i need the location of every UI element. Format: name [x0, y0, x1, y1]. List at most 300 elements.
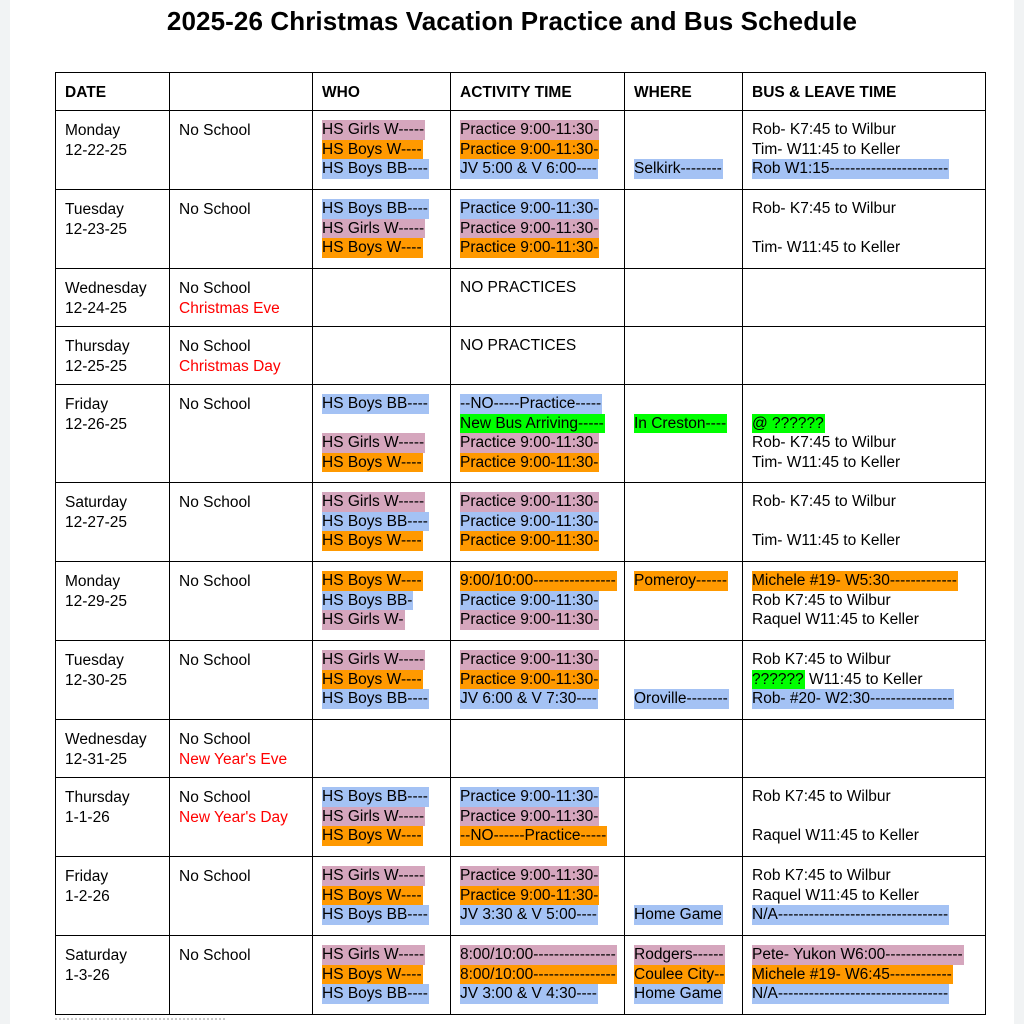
table-row [56, 190, 986, 269]
activity-entry-line [460, 905, 616, 925]
activity-entry-line [460, 826, 616, 846]
bus-entry: N/A--------------------------------- [752, 985, 949, 1003]
team-entry: HS Girls W----- [322, 121, 425, 138]
activity-entry: NO PRACTICES [460, 279, 577, 296]
bus-entry-line [752, 984, 977, 1004]
bus-entry-line [752, 531, 977, 551]
team-entry: HS Girls W----- [322, 946, 425, 963]
schedule-body [56, 111, 986, 1015]
bus-entry-line [752, 905, 977, 925]
activity-entry-line [460, 787, 616, 807]
activity-entry-line [460, 414, 616, 434]
activity-entry: 9:00/10:00---------------- [460, 572, 616, 589]
bus-entry: Rob- K7:45 to Wilbur [752, 121, 896, 138]
team-entry: HS Girls W----- [322, 434, 425, 452]
activity-entry: Practice 9:00-11:30- [460, 886, 599, 904]
team-entry-line [322, 120, 442, 140]
team-entry: HS Boys BB---- [322, 690, 428, 708]
location-entry: Coulee City-- [634, 965, 725, 983]
bus-entry-line [752, 219, 977, 239]
day-name: Wednesday [65, 280, 147, 297]
bus-entry-line [752, 238, 977, 258]
team-entry-line [322, 650, 442, 670]
bus-entry: Pete- Yukon W6:00--------------- [752, 946, 963, 963]
who-cell [313, 936, 451, 1015]
where-cell [625, 778, 743, 857]
day-name: Saturday [65, 947, 128, 964]
where-cell [625, 720, 743, 778]
team-entry-line [322, 219, 442, 239]
bus-entry: Rob- K7:45 to Wilbur [752, 493, 896, 510]
activity-entry-line [460, 336, 616, 356]
note-cell [170, 327, 313, 385]
where-cell [625, 562, 743, 641]
header-activity-time: ACTIVITY TIME [451, 73, 625, 111]
team-entry: HS Girls W- [322, 611, 404, 629]
location-entry-line [634, 965, 734, 985]
table-row [56, 936, 986, 1015]
bus-entry-line [752, 787, 977, 807]
activity-entry-line [460, 965, 616, 985]
team-entry: HS Boys BB---- [322, 788, 428, 805]
activity-entry: Practice 9:00-11:30- [460, 200, 599, 217]
activity-entry-line [460, 140, 616, 160]
bus-entry-line [752, 120, 977, 140]
where-cell [625, 385, 743, 483]
activity-entry-line [460, 945, 616, 965]
location-entry-line [634, 984, 734, 1004]
team-entry-line [322, 965, 442, 985]
bus-entry-line [752, 650, 977, 670]
team-entry: HS Boys W---- [322, 532, 422, 550]
location-entry: Pomeroy------ [634, 572, 727, 589]
team-entry-line [322, 984, 442, 1004]
activity-entry: Practice 9:00-11:30- [460, 807, 599, 825]
who-cell [313, 720, 451, 778]
day-name: Monday [65, 573, 121, 590]
note-cell [170, 778, 313, 857]
team-entry-line [322, 886, 442, 906]
school-status: No School [179, 868, 251, 885]
activity-entry-line [460, 394, 616, 414]
team-entry: HS Boys BB- [322, 591, 413, 609]
location-entry-line [634, 670, 734, 690]
team-entry-line [322, 610, 442, 630]
location-entry: Rodgers------ [634, 946, 724, 963]
team-entry: HS Boys BB---- [322, 985, 428, 1003]
header-date: DATE [56, 73, 170, 111]
activity-entry-line [460, 689, 616, 709]
activity-entry: Practice 9:00-11:30- [460, 788, 599, 805]
bus-entry-line [752, 670, 977, 690]
day-name: Tuesday [65, 652, 124, 669]
bus-entry-line [752, 886, 977, 906]
header-who: WHO [313, 73, 451, 111]
activity-entry: Practice 9:00-11:30- [460, 611, 599, 629]
team-entry-line [322, 512, 442, 532]
note-cell [170, 385, 313, 483]
team-entry: HS Boys W---- [322, 886, 422, 904]
location-entry: Selkirk-------- [634, 160, 722, 178]
activity-entry: Practice 9:00-11:30- [460, 493, 599, 510]
who-cell [313, 857, 451, 936]
team-entry-line [322, 433, 442, 453]
team-entry-line [322, 492, 442, 512]
header-bus-leave-time: BUS & LEAVE TIME [743, 73, 986, 111]
day-name: Friday [65, 868, 109, 885]
activity-entry: NO PRACTICES [460, 337, 577, 354]
school-status: No School [179, 652, 251, 669]
team-entry-line [322, 453, 442, 473]
activity-entry-line [460, 650, 616, 670]
table-header-row [56, 73, 986, 111]
location-entry: Home Game [634, 906, 722, 924]
activity-cell [451, 483, 625, 562]
location-entry-line [634, 905, 734, 925]
team-entry: HS Boys W---- [322, 453, 422, 471]
bus-entry-line [752, 689, 977, 709]
activity-entry: Practice 9:00-11:30- [460, 140, 599, 158]
date-cell [56, 483, 170, 562]
activity-entry: --NO-----Practice----- [460, 395, 602, 412]
bus-entry-line [752, 965, 977, 985]
date-cell [56, 269, 170, 327]
sheet-margin-right [1014, 0, 1024, 1024]
team-entry: HS Boys W---- [322, 140, 422, 158]
activity-cell [451, 111, 625, 190]
bus-entry-line [752, 591, 977, 611]
activity-entry-line [460, 453, 616, 473]
table-row [56, 562, 986, 641]
location-entry-line [634, 394, 734, 414]
who-cell [313, 641, 451, 720]
date-value: 12-22-25 [65, 141, 128, 159]
activity-entry: Practice 9:00-11:30- [460, 670, 599, 688]
activity-cell [451, 857, 625, 936]
location-entry-line [634, 650, 734, 670]
date-cell [56, 936, 170, 1015]
school-status: No School [179, 338, 251, 355]
bus-entry: Raquel W11:45 to Keller [752, 827, 919, 845]
team-entry-line [322, 670, 442, 690]
activity-entry: Practice 9:00-11:30- [460, 239, 599, 257]
date-value: 12-27-25 [65, 513, 128, 531]
school-status: No School [179, 201, 251, 218]
date-value: 12-26-25 [65, 415, 128, 433]
bus-entry: Rob K7:45 to Wilbur [752, 651, 891, 668]
activity-entry: 8:00/10:00---------------- [460, 965, 616, 983]
day-name: Thursday [65, 789, 130, 806]
location-entry-line [634, 120, 734, 140]
activity-entry: JV 3:00 & V 4:30---- [460, 985, 597, 1003]
bus-entry: Tim- W11:45 to Keller [752, 239, 901, 257]
team-entry: HS Boys W---- [322, 239, 422, 257]
bus-entry: Tim- W11:45 to Keller [752, 532, 901, 550]
bus-entry: Tim- W11:45 to Keller [752, 140, 901, 158]
activity-entry-line [460, 199, 616, 219]
team-entry: HS Boys W---- [322, 965, 422, 983]
bus-entry: Tim- W11:45 to Keller [752, 453, 901, 471]
team-entry-line [322, 591, 442, 611]
bus-entry-suffix: W11:45 to Keller [804, 670, 923, 688]
sheet-margin-left [0, 0, 10, 1024]
holiday-label: New Year's Eve [179, 750, 288, 768]
school-status: No School [179, 573, 251, 590]
activity-entry-line [460, 238, 616, 258]
date-value: 12-30-25 [65, 671, 128, 689]
location-entry: In Creston---- [634, 414, 727, 432]
bus-entry-line [752, 140, 977, 160]
bus-entry: Michele #19- W6:45------------ [752, 965, 952, 983]
location-entry-line [634, 945, 734, 965]
note-cell [170, 720, 313, 778]
activity-entry-line [460, 886, 616, 906]
date-cell [56, 641, 170, 720]
bus-entry-line [752, 394, 977, 414]
activity-entry: Practice 9:00-11:30- [460, 512, 599, 530]
table-row [56, 641, 986, 720]
activity-entry: Practice 9:00-11:30- [460, 121, 599, 138]
location-entry-line [634, 689, 734, 709]
location-entry: Home Game [634, 985, 722, 1003]
bus-entry: ?????? [752, 670, 804, 688]
holiday-label: Christmas Eve [179, 299, 280, 317]
bus-entry: Rob- #20- W2:30---------------- [752, 690, 953, 708]
team-entry-line [322, 866, 442, 886]
location-entry-line [634, 140, 734, 160]
team-entry-line [322, 945, 442, 965]
where-cell [625, 483, 743, 562]
activity-entry-line [460, 984, 616, 1004]
activity-cell [451, 641, 625, 720]
holiday-label: New Year's Day [179, 808, 288, 826]
location-entry: Oroville-------- [634, 690, 728, 708]
where-cell [625, 111, 743, 190]
date-cell [56, 562, 170, 641]
school-status: No School [179, 494, 251, 511]
bus-entry: Rob- K7:45 to Wilbur [752, 200, 896, 217]
note-cell [170, 936, 313, 1015]
bus-entry-line [752, 610, 977, 630]
bus-cell [743, 269, 986, 327]
team-entry: HS Boys BB---- [322, 200, 428, 217]
table-row [56, 720, 986, 778]
who-cell [313, 327, 451, 385]
bus-entry: Raquel W11:45 to Keller [752, 611, 919, 629]
bus-entry: Rob K7:45 to Wilbur [752, 788, 891, 805]
holiday-label: Christmas Day [179, 357, 281, 375]
who-cell [313, 190, 451, 269]
date-value: 1-2-26 [65, 887, 110, 905]
team-entry: HS Boys BB---- [322, 906, 428, 924]
team-entry: HS Girls W----- [322, 651, 425, 668]
table-row [56, 483, 986, 562]
activity-entry-line [460, 219, 616, 239]
bus-entry-line [752, 807, 977, 827]
table-row [56, 327, 986, 385]
team-entry: HS Girls W----- [322, 493, 425, 510]
where-cell [625, 936, 743, 1015]
table-row [56, 857, 986, 936]
bus-entry-line [752, 414, 977, 434]
team-entry: HS Boys BB---- [322, 160, 428, 178]
date-cell [56, 778, 170, 857]
date-cell [56, 720, 170, 778]
date-cell [56, 385, 170, 483]
bus-entry-line [752, 866, 977, 886]
page-break-indicator [55, 1018, 225, 1023]
team-entry-line [322, 199, 442, 219]
activity-entry: 8:00/10:00---------------- [460, 946, 616, 963]
date-value: 12-29-25 [65, 592, 128, 610]
activity-entry: New Bus Arriving----- [460, 414, 604, 432]
bus-cell [743, 641, 986, 720]
bus-entry: Rob K7:45 to Wilbur [752, 591, 891, 609]
location-entry-line [634, 886, 734, 906]
activity-cell [451, 190, 625, 269]
activity-entry-line [460, 807, 616, 827]
bus-entry-line [752, 433, 977, 453]
bus-entry-line [752, 159, 977, 179]
activity-entry: Practice 9:00-11:30- [460, 591, 599, 609]
team-entry-line [322, 238, 442, 258]
activity-entry-line [460, 433, 616, 453]
note-cell [170, 857, 313, 936]
bus-entry-line [752, 945, 977, 965]
where-cell [625, 327, 743, 385]
page-title: 2025-26 Christmas Vacation Practice and Bus Schedule [166, 6, 858, 36]
date-cell [56, 327, 170, 385]
activity-entry-line [460, 120, 616, 140]
bus-entry-line [752, 453, 977, 473]
team-entry-line [322, 140, 442, 160]
note-cell [170, 483, 313, 562]
header-where: WHERE [625, 73, 743, 111]
bus-entry: Rob K7:45 to Wilbur [752, 867, 891, 884]
who-cell [313, 385, 451, 483]
bus-cell [743, 111, 986, 190]
who-cell [313, 111, 451, 190]
day-name: Wednesday [65, 731, 147, 748]
team-entry: HS Boys W---- [322, 827, 422, 845]
team-entry-line [322, 787, 442, 807]
activity-entry-line [460, 591, 616, 611]
date-value: 12-31-25 [65, 750, 128, 768]
activity-entry-line [460, 278, 616, 298]
note-cell [170, 190, 313, 269]
date-value: 1-1-26 [65, 808, 110, 826]
team-entry-line [322, 531, 442, 551]
activity-entry: Practice 9:00-11:30- [460, 867, 599, 884]
bus-entry-line [752, 199, 977, 219]
bus-cell [743, 936, 986, 1015]
activity-cell [451, 562, 625, 641]
note-cell [170, 562, 313, 641]
school-status: No School [179, 122, 251, 139]
bus-cell [743, 720, 986, 778]
bus-cell [743, 562, 986, 641]
school-status: No School [179, 731, 251, 748]
team-entry-line [322, 689, 442, 709]
note-cell [170, 641, 313, 720]
activity-cell [451, 269, 625, 327]
who-cell [313, 562, 451, 641]
schedule-table [55, 72, 986, 1015]
who-cell [313, 483, 451, 562]
day-name: Tuesday [65, 201, 124, 218]
activity-entry-line [460, 866, 616, 886]
team-entry-line [322, 905, 442, 925]
bus-cell [743, 857, 986, 936]
bus-cell [743, 327, 986, 385]
team-entry: HS Boys BB---- [322, 512, 428, 530]
team-entry: HS Boys BB---- [322, 395, 428, 412]
bus-entry: Rob W1:15----------------------- [752, 160, 949, 178]
day-name: Saturday [65, 494, 128, 511]
team-entry: HS Boys W---- [322, 572, 422, 589]
bus-entry-line [752, 571, 977, 591]
bus-entry: N/A--------------------------------- [752, 906, 949, 924]
activity-entry-line [460, 610, 616, 630]
activity-cell [451, 385, 625, 483]
who-cell [313, 778, 451, 857]
activity-entry: Practice 9:00-11:30- [460, 453, 599, 471]
team-entry-line [322, 414, 442, 434]
table-row [56, 269, 986, 327]
activity-entry-line [460, 512, 616, 532]
team-entry-line [322, 571, 442, 591]
activity-entry-line [460, 531, 616, 551]
activity-entry: Practice 9:00-11:30- [460, 219, 599, 237]
school-status: No School [179, 396, 251, 413]
activity-cell [451, 778, 625, 857]
table-row [56, 111, 986, 190]
bus-cell [743, 385, 986, 483]
school-status: No School [179, 789, 251, 806]
bus-cell [743, 190, 986, 269]
note-cell [170, 269, 313, 327]
table-row [56, 778, 986, 857]
bus-entry: Rob- K7:45 to Wilbur [752, 434, 896, 452]
school-status: No School [179, 947, 251, 964]
date-value: 12-24-25 [65, 299, 128, 317]
activity-entry: JV 5:00 & V 6:00---- [460, 160, 597, 178]
activity-entry: Practice 9:00-11:30- [460, 651, 599, 668]
date-cell [56, 190, 170, 269]
location-entry-line [634, 571, 734, 591]
activity-entry: JV 3:30 & V 5:00---- [460, 906, 597, 924]
bus-entry: Raquel W11:45 to Keller [752, 886, 919, 904]
where-cell [625, 269, 743, 327]
team-entry-line [322, 826, 442, 846]
table-row [56, 385, 986, 483]
activity-entry: Practice 9:00-11:30- [460, 434, 599, 452]
activity-cell [451, 936, 625, 1015]
location-entry-line [634, 159, 734, 179]
team-entry: HS Girls W----- [322, 219, 425, 237]
note-cell [170, 111, 313, 190]
team-entry: HS Boys W---- [322, 670, 422, 688]
bus-entry-line [752, 512, 977, 532]
bus-cell [743, 483, 986, 562]
activity-entry: --NO------Practice----- [460, 827, 607, 845]
school-status: No School [179, 280, 251, 297]
activity-entry-line [460, 670, 616, 690]
location-entry-line [634, 866, 734, 886]
where-cell [625, 641, 743, 720]
who-cell [313, 269, 451, 327]
activity-entry: JV 6:00 & V 7:30---- [460, 690, 597, 708]
